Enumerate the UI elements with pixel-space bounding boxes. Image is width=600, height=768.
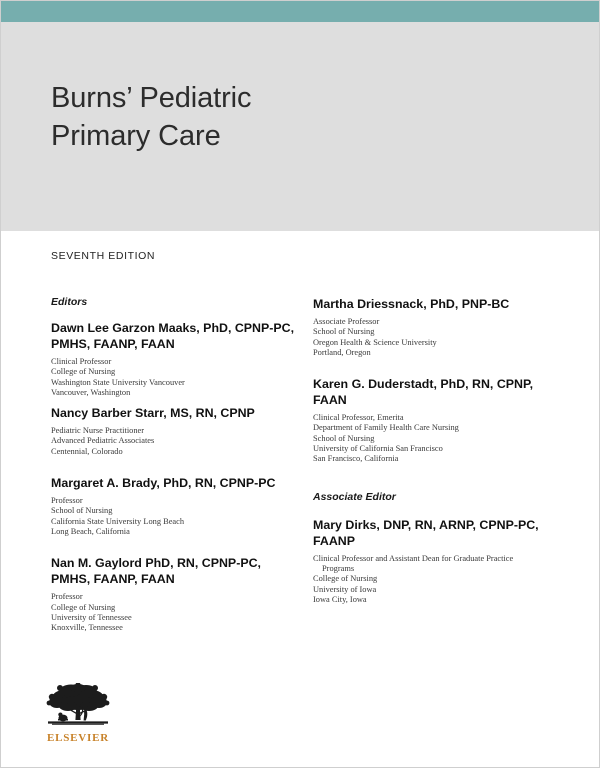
editor-name: Margaret A. Brady, PhD, RN, CPNP-PC xyxy=(51,476,276,491)
editor-entry xyxy=(51,555,303,633)
editors-heading: Editors xyxy=(51,296,88,308)
editor-name: Nan M. Gaylord PhD, RN, CPNP-PC, PMHS, FAANP, FAAN xyxy=(51,556,261,587)
affiliation-line: School of Nursing xyxy=(313,433,375,443)
affiliation-line: College of Nursing xyxy=(51,602,116,612)
associate-editor-name: Mary Dirks, DNP, RN, ARNP, CPNP-PC, FAANP xyxy=(313,517,539,548)
page-title xyxy=(51,79,471,155)
editor-affiliation xyxy=(51,357,303,398)
affiliation-line: Centennial, Colorado xyxy=(51,446,123,456)
editor-affiliation xyxy=(51,496,303,537)
elsevier-tree-icon xyxy=(45,683,111,731)
affiliation-line: Washington State University Vancouver xyxy=(51,377,185,387)
affiliation-line: University of California San Francisco xyxy=(313,444,443,454)
affiliation-line: San Francisco, California xyxy=(313,454,399,464)
editor-affiliation xyxy=(51,426,303,457)
editors-left-column xyxy=(51,296,303,640)
affiliation-line: Department of Family Health Care Nursing xyxy=(313,423,459,433)
editor-affiliation xyxy=(51,592,303,633)
affiliation-line: Professor xyxy=(51,592,83,602)
affiliation-line: University of Tennessee xyxy=(51,612,132,622)
editor-name: Karen G. Duderstadt, PhD, RN, CPNP, FAAN xyxy=(313,377,534,408)
associate-editor-affiliation xyxy=(313,554,565,605)
affiliation-line: College of Nursing xyxy=(51,367,116,377)
affiliation-line: School of Nursing xyxy=(313,327,375,337)
editor-affiliation xyxy=(313,413,565,464)
affiliation-line: Professor xyxy=(51,496,83,506)
affiliation-line: Long Beach, California xyxy=(51,526,130,536)
header-accent-bar xyxy=(1,1,600,22)
book-title-line-2: Primary Care xyxy=(51,120,221,152)
publisher-name: ELSEVIER xyxy=(46,732,110,744)
affiliation-line: Vancouver, Washington xyxy=(51,387,131,397)
affiliation-line: Knoxville, Tennessee xyxy=(51,623,123,633)
affiliation-line: California State University Long Beach xyxy=(51,516,185,526)
editor-entry xyxy=(51,320,303,398)
affiliation-line: University of Iowa xyxy=(313,584,377,594)
associate-editor-heading: Associate Editor xyxy=(313,490,396,503)
editor-name: Nancy Barber Starr, MS, RN, CPNP xyxy=(51,406,255,421)
affiliation-line: Clinical Professor and Assistant Dean for Graduate Practice xyxy=(313,553,514,563)
affiliation-line: Portland, Oregon xyxy=(313,347,371,357)
editor-entry xyxy=(313,296,565,358)
associate-editor-entry xyxy=(313,517,565,605)
associate-editor-section xyxy=(313,491,565,605)
affiliation-line: School of Nursing xyxy=(51,506,113,516)
affiliation-line: Clinical Professor, Emerita xyxy=(313,413,404,423)
editor-entry xyxy=(313,376,565,464)
affiliation-line: Associate Professor xyxy=(313,317,380,326)
affiliation-line: Iowa City, Iowa xyxy=(313,594,367,604)
edition-label: SEVENTH EDITION xyxy=(51,250,156,262)
affiliation-line: Pediatric Nurse Practitioner xyxy=(51,426,145,436)
editors-right-column xyxy=(313,296,565,612)
editor-name: Martha Driessnack, PhD, PNP-BC xyxy=(313,297,510,311)
affiliation-line: Oregon Health & Science University xyxy=(313,337,437,347)
affiliation-line: Advanced Pediatric Associates xyxy=(51,436,155,446)
book-title-line-1: Burns’ Pediatric xyxy=(51,82,252,114)
editor-name: Dawn Lee Garzon Maaks, PhD, CPNP-PC, PMHS, FAANP, FAAN xyxy=(51,321,295,351)
editor-entry xyxy=(51,405,303,457)
affiliation-line: Programs xyxy=(322,563,355,573)
editor-affiliation xyxy=(313,317,565,358)
affiliation-line: Clinical Professor xyxy=(51,357,112,366)
affiliation-line: College of Nursing xyxy=(313,574,378,584)
editor-entry xyxy=(51,475,303,537)
publisher-logo xyxy=(45,683,111,744)
